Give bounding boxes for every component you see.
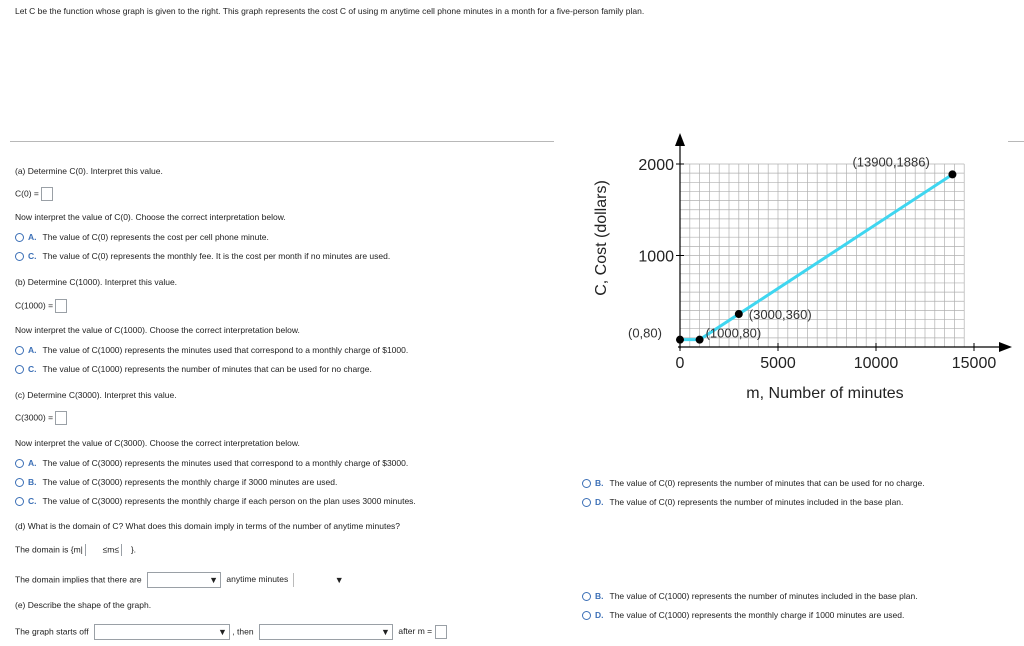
part-d-question: (d) What is the domain of C? What does this domain imply in terms of the number of anytime minutes? [15,521,401,531]
c3000-input[interactable] [55,411,67,425]
radio-icon[interactable] [15,346,24,355]
part-b-answer-label: C(1000) = [15,300,54,311]
x-tick-label: 10000 [853,355,899,372]
part-b-option-d[interactable]: D. The value of C(1000) represents the monthly charge if 1000 minutes are used. [582,610,904,620]
y-axis-label: C, Cost (dollars) [593,180,610,296]
chart-marks [628,154,956,343]
part-a-question: (a) Determine C(0). Interpret this value. [15,166,163,176]
part-c-option-a[interactable]: A. The value of C(3000) represents the minutes used that correspond to a monthly charge of $3000. [15,458,408,468]
radio-icon[interactable] [15,233,24,242]
data-point-label: (3000,360) [748,307,812,323]
part-a-option-a[interactable]: A. The value of C(0) represents the cost per cell phone minute. [15,232,269,242]
x-tick-label: 5000 [760,355,796,372]
x-axis-arrow-icon [999,342,1012,352]
part-a-option-d[interactable]: D. The value of C(0) represents the number of minutes included in the base plan. [582,497,903,507]
dropdown-arrow-icon: ▼ [218,627,227,637]
y-tick-label: 1000 [638,248,674,266]
x-axis-label: m, Number of minutes [746,385,904,402]
implies-row: The domain implies that there are ▼ anytime minutes ▼ [15,572,346,588]
c1000-input[interactable] [55,299,67,313]
part-c-option-c[interactable]: C. The value of C(3000) represents the monthly charge if each person on the plan uses 3000 minutes. [15,496,416,506]
implies-dropdown-1[interactable] [147,572,221,588]
part-b-question: (b) Determine C(1000). Interpret this value. [15,277,178,287]
shape-dropdown-2[interactable] [259,624,393,640]
part-b-prompt: Now interpret the value of C(1000). Choose the correct interpretation below. [15,325,300,335]
part-b-answer-row [15,299,67,313]
radio-icon[interactable] [15,459,24,468]
cost-line [680,174,952,339]
chart-axes [638,133,1012,372]
implies-dropdown-2[interactable] [293,573,346,587]
radio-icon[interactable] [582,498,591,507]
part-b-option-c[interactable]: C. The value of C(1000) represents the number of minutes that can be used for no charge. [15,364,372,374]
radio-icon[interactable] [582,479,591,488]
x-tick-label: 15000 [951,355,997,372]
data-point [676,336,684,344]
radio-icon[interactable] [582,611,591,620]
radio-icon[interactable] [15,365,24,374]
part-c-answer-row [15,411,67,425]
divider-left [10,141,554,142]
c0-input[interactable] [41,187,53,201]
radio-icon[interactable] [582,592,591,601]
domain-row: The domain is {m| ≤m≤ }. [15,544,137,555]
dropdown-arrow-icon: ▼ [334,575,344,585]
part-c-option-b[interactable]: B. The value of C(3000) represents the monthly charge if 3000 minutes are used. [15,477,337,487]
dropdown-arrow-icon: ▼ [381,627,390,637]
part-c-prompt: Now interpret the value of C(3000). Choose the correct interpretation below. [15,438,300,448]
domain-lower-input[interactable] [85,544,100,556]
data-point-label: (1000,80) [705,325,762,341]
data-point-label: (0,80) [628,325,662,341]
chart-grid [680,164,964,347]
radio-icon[interactable] [15,478,24,487]
data-point [735,310,743,318]
part-b-option-a[interactable]: A. The value of C(1000) represents the minutes used that correspond to a monthly charge of $1000. [15,345,408,355]
part-a-answer-label: C(0) = [15,188,39,199]
shape-dropdown-1[interactable] [94,624,230,640]
part-a-option-c[interactable]: C. The value of C(0) represents the monthly fee. It is the cost per month if no minutes are used. [15,251,390,261]
radio-icon[interactable] [15,497,24,506]
part-c-question: (c) Determine C(3000). Interpret this value. [15,390,177,400]
y-tick-label: 2000 [638,157,674,174]
data-point-label: (13900,1886) [852,154,930,170]
domain-upper-input[interactable] [121,544,128,556]
intro-text: Let C be the function whose graph is given to the right. This graph represents the cost C of using m anytime cell phone minutes in a month for a five-person family plan. [15,6,645,16]
data-point [696,336,704,344]
part-a-answer-row [15,187,53,201]
cost-graph [584,128,1024,418]
shape-row: The graph starts off ▼ , then ▼ after m = [15,624,447,640]
y-axis-arrow-icon [675,133,685,146]
data-point [948,170,956,178]
part-c-answer-label: C(3000) = [15,412,54,423]
part-a-option-b[interactable]: B. The value of C(0) represents the number of minutes that can be used for no charge. [582,478,925,488]
dropdown-arrow-icon: ▼ [209,575,218,585]
radio-icon[interactable] [15,252,24,261]
after-m-input[interactable] [435,625,447,639]
part-a-prompt: Now interpret the value of C(0). Choose the correct interpretation below. [15,212,286,222]
part-e-question: (e) Describe the shape of the graph. [15,600,152,610]
part-b-option-b[interactable]: B. The value of C(1000) represents the number of minutes included in the base plan. [582,591,918,601]
x-tick-label: 0 [675,355,685,372]
